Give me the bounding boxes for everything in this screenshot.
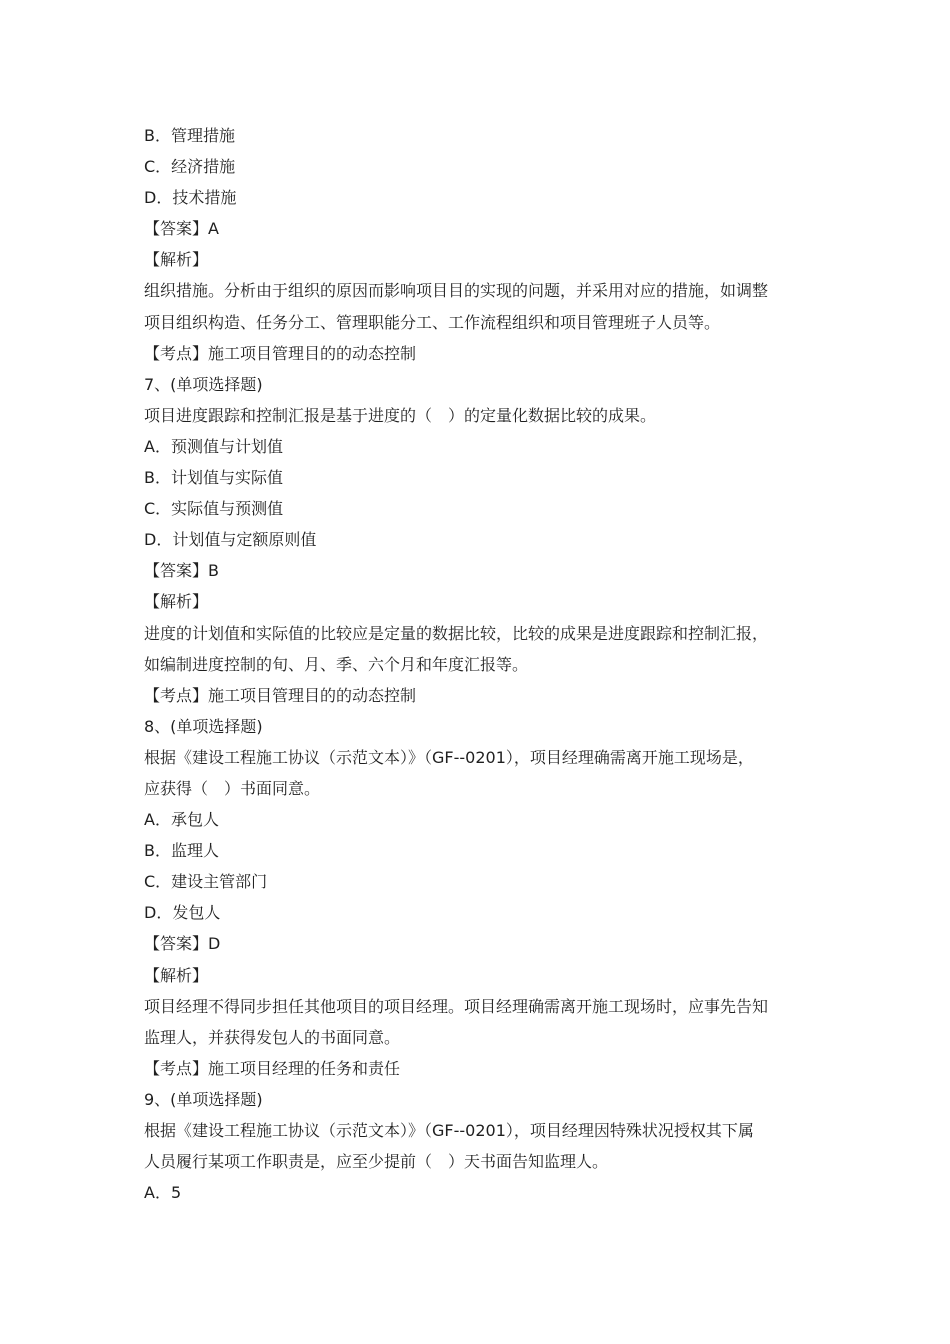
option-line: D．计划值与定额原则值 (144, 530, 317, 550)
analysis-heading: 【解析】 (144, 250, 209, 270)
option-line: D．技术措施 (144, 188, 237, 208)
question-text: 人员履行某项工作职责是，应至少提前（ ）天书面告知监理人。 (144, 1152, 609, 1172)
option-line: B．管理措施 (144, 126, 235, 145)
answer-line: 【答案】D (144, 934, 221, 954)
answer-line: 【答案】A (144, 219, 219, 239)
option-line: B．监理人 (144, 841, 219, 861)
analysis-heading: 【解析】 (144, 965, 209, 985)
option-line: C．经济措施 (144, 157, 236, 177)
question-number: 8、(单项选择题) (144, 716, 263, 736)
question-text: 根据《建设工程施工协议（示范文本）》（GF--0201），项目经理确需离开施工现场是， (144, 747, 754, 767)
question-text: 根据《建设工程施工协议（示范文本）》（GF--0201），项目经理因特殊状况授权其下属 (144, 1121, 754, 1140)
analysis-text: 组织措施。分析由于组织的原因而影响项目目的实现的问题，并采用对应的措施，如调整 (144, 281, 769, 301)
analysis-text: 监理人，并获得发包人的书面同意。 (144, 1027, 401, 1047)
analysis-text: 进度的计划值和实际值的比较应是定量的数据比较，比较的成果是进度跟踪和控制汇报， (144, 623, 769, 643)
question-text: 项目进度跟踪和控制汇报是基于进度的（ ）的定量化数据比较的成果。 (144, 405, 657, 425)
option-line: C．建设主管部门 (144, 872, 268, 892)
analysis-text: 项目组织构造、任务分工、管理职能分工、工作流程组织和项目管理班子人员等。 (144, 312, 721, 332)
question-number: 9、(单项选择题) (144, 1089, 263, 1109)
analysis-text: 项目经理不得同步担任其他项目的项目经理。项目经理确需离开施工现场时，应事先告知 (144, 996, 769, 1016)
analysis-heading: 【解析】 (144, 592, 209, 612)
topic-line: 【考点】施工项目管理目的的动态控制 (144, 343, 417, 363)
topic-line: 【考点】施工项目管理目的的动态控制 (144, 685, 417, 705)
answer-line: 【答案】B (144, 561, 219, 581)
option-line: A．5 (144, 1183, 182, 1203)
topic-line: 【考点】施工项目经理的任务和责任 (144, 1058, 401, 1078)
option-line: B．计划值与实际值 (144, 468, 283, 488)
option-line: C．实际值与预测值 (144, 499, 284, 519)
option-line: A．预测值与计划值 (144, 436, 283, 456)
question-number: 7、(单项选择题) (144, 374, 263, 394)
analysis-text: 如编制进度控制的旬、月、季、六个月和年度汇报等。 (144, 654, 529, 674)
question-text: 应获得（ ）书面同意。 (144, 778, 321, 798)
option-line: A．承包人 (144, 810, 219, 830)
option-line: D．发包人 (144, 903, 221, 923)
document-body (144, 120, 814, 1208)
